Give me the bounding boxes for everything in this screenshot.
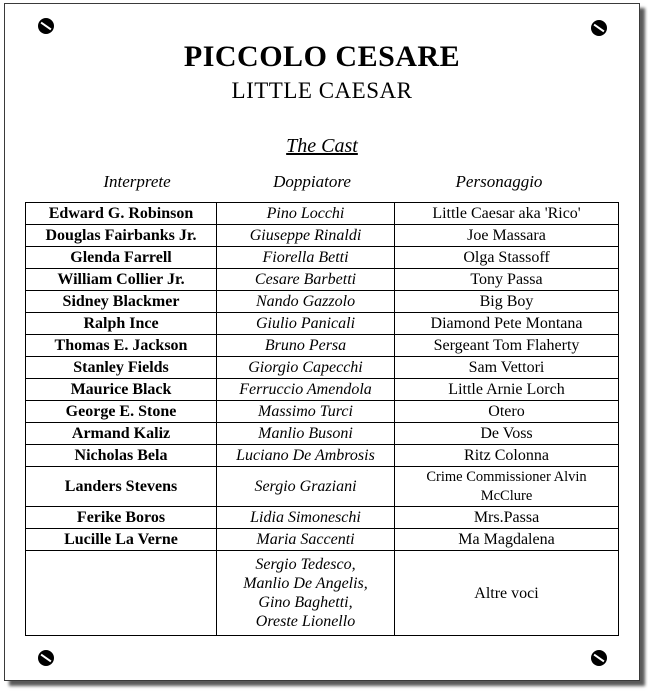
dubber-name: Manlio De Angelis, — [243, 575, 368, 592]
character-cell: Tony Passa — [395, 269, 619, 291]
other-voices-label: Altre voci — [395, 551, 619, 636]
screw-bottom-right-icon — [591, 650, 607, 666]
dubber-cell: Giulio Panicali — [217, 313, 395, 335]
table-row — [26, 335, 619, 357]
character-cell: Mrs.Passa — [395, 507, 619, 529]
dubber-cell: Cesare Barbetti — [217, 269, 395, 291]
other-voices-dubbers-cell — [217, 551, 395, 636]
page-title: PICCOLO CESARE — [183, 40, 461, 73]
actor-cell: Armand Kaliz — [26, 423, 217, 445]
character-cell: Crime Commissioner Alvin McClure — [395, 467, 619, 507]
cast-table — [25, 202, 619, 636]
dubber-cell: Bruno Persa — [217, 335, 395, 357]
table-row — [26, 203, 619, 225]
table-row — [26, 379, 619, 401]
table-row — [26, 529, 619, 551]
table-row — [26, 467, 619, 507]
actor-cell: William Collier Jr. — [26, 269, 217, 291]
actor-cell: Maurice Black — [26, 379, 217, 401]
actor-cell: Sidney Blackmer — [26, 291, 217, 313]
table-row — [26, 445, 619, 467]
actor-cell: Nicholas Bela — [26, 445, 217, 467]
screw-top-left-icon — [38, 18, 54, 34]
dubber-cell: Ferruccio Amendola — [217, 379, 395, 401]
table-row-other-voices — [26, 551, 619, 636]
dubber-name: Sergio Tedesco, — [255, 556, 356, 573]
dubber-cell: Manlio Busoni — [217, 423, 395, 445]
table-row — [26, 291, 619, 313]
actor-cell: Thomas E. Jackson — [26, 335, 217, 357]
screw-top-right-icon — [591, 20, 607, 36]
table-row — [26, 401, 619, 423]
dubber-cell: Luciano De Ambrosis — [217, 445, 395, 467]
actor-cell: Douglas Fairbanks Jr. — [26, 225, 217, 247]
table-row — [26, 313, 619, 335]
dubber-name: Oreste Lionello — [255, 613, 356, 630]
character-cell: Joe Massara — [395, 225, 619, 247]
actor-cell: Edward G. Robinson — [26, 203, 217, 225]
dubber-cell: Sergio Graziani — [217, 467, 395, 507]
actor-cell: Ralph Ince — [26, 313, 217, 335]
dubber-cell: Massimo Turci — [217, 401, 395, 423]
character-cell: Sergeant Tom Flaherty — [395, 335, 619, 357]
table-row — [26, 247, 619, 269]
dubber-cell: Maria Saccenti — [217, 529, 395, 551]
dubber-cell: Pino Locchi — [217, 203, 395, 225]
table-row — [26, 357, 619, 379]
cast-table-body — [26, 203, 619, 636]
character-cell: Little Arnie Lorch — [395, 379, 619, 401]
table-row — [26, 269, 619, 291]
dubber-name: Gino Baghetti, — [258, 594, 353, 611]
actor-cell: George E. Stone — [26, 401, 217, 423]
character-cell: De Voss — [395, 423, 619, 445]
table-row — [26, 225, 619, 247]
page-subtitle: LITTLE CAESAR — [231, 78, 413, 103]
column-header-dubber: Doppiatore — [273, 172, 351, 191]
character-cell: Little Caesar aka 'Rico' — [395, 203, 619, 225]
actor-cell: Landers Stevens — [26, 467, 217, 507]
actor-cell: Ferike Boros — [26, 507, 217, 529]
character-cell: Big Boy — [395, 291, 619, 313]
character-cell: Sam Vettori — [395, 357, 619, 379]
character-cell: Ma Magdalena — [395, 529, 619, 551]
character-cell: Otero — [395, 401, 619, 423]
dubber-cell: Lidia Simoneschi — [217, 507, 395, 529]
dubber-cell: Nando Gazzolo — [217, 291, 395, 313]
character-cell: Olga Stassoff — [395, 247, 619, 269]
column-header-character: Personaggio — [455, 172, 543, 191]
table-row — [26, 507, 619, 529]
table-row — [26, 423, 619, 445]
cast-heading: The Cast — [286, 135, 358, 157]
actor-cell: Glenda Farrell — [26, 247, 217, 269]
actor-cell-empty — [26, 551, 217, 636]
character-cell: Diamond Pete Montana — [395, 313, 619, 335]
column-header-actor: Interprete — [103, 172, 171, 191]
screw-bottom-left-icon — [38, 650, 54, 666]
dubber-cell: Giorgio Capecchi — [217, 357, 395, 379]
dubber-cell: Giuseppe Rinaldi — [217, 225, 395, 247]
dubber-cell: Fiorella Betti — [217, 247, 395, 269]
character-cell: Ritz Colonna — [395, 445, 619, 467]
actor-cell: Lucille La Verne — [26, 529, 217, 551]
actor-cell: Stanley Fields — [26, 357, 217, 379]
cast-plaque — [4, 3, 640, 681]
